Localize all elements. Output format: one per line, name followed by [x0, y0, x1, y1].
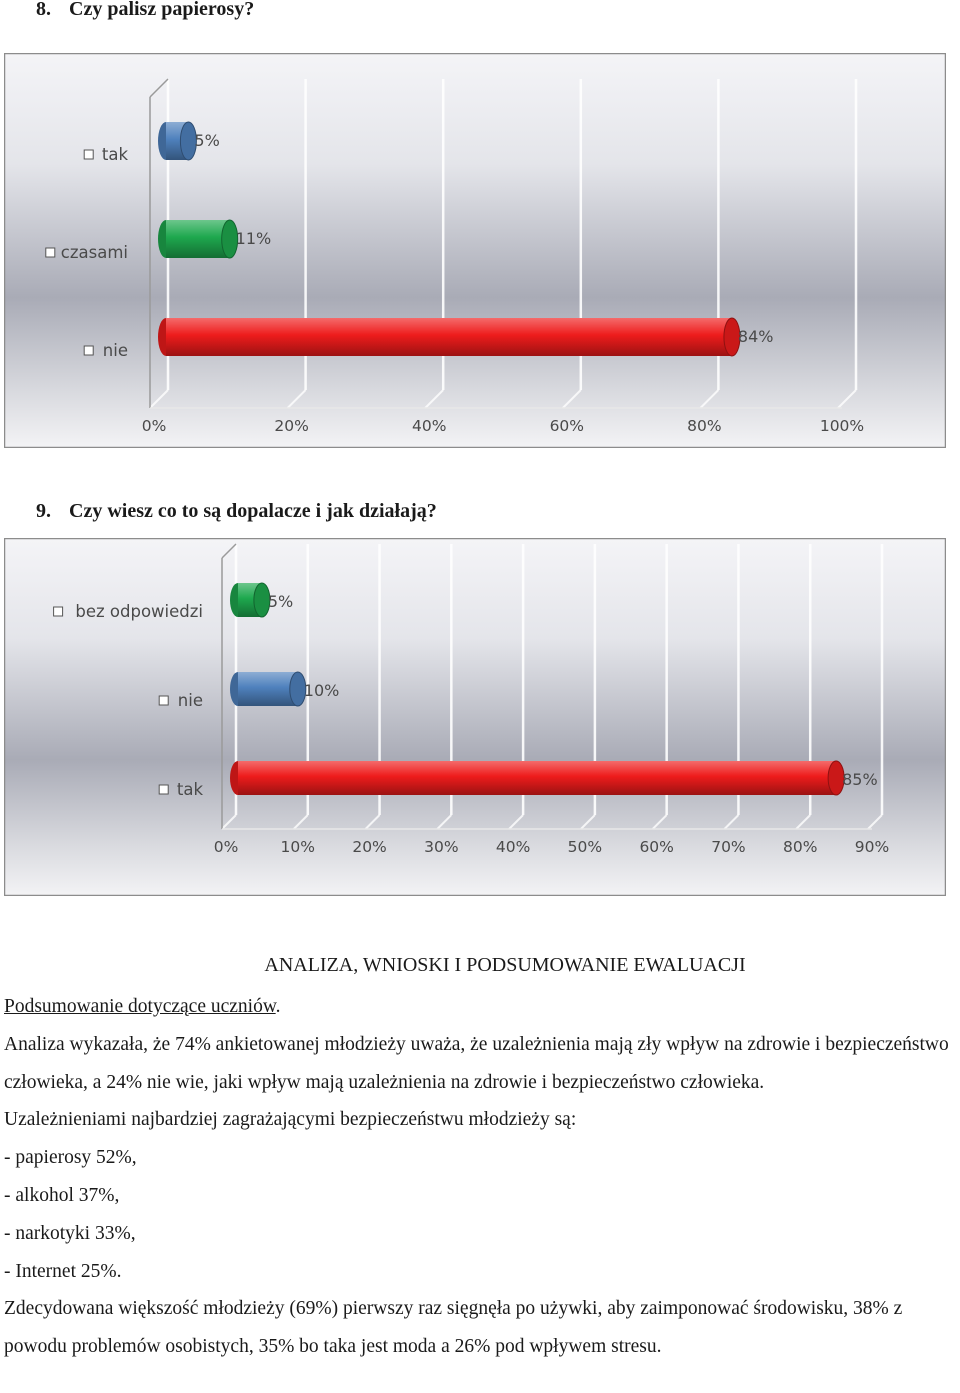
question-8-heading: [36, 0, 254, 21]
category-label-text: nie: [177, 691, 203, 710]
category-marker: [54, 607, 63, 616]
x-tick-label: 70%: [711, 838, 746, 856]
x-tick-label: 40%: [411, 417, 447, 435]
x-tick-label: 30%: [424, 838, 459, 856]
question-text: Czy wiesz co to są dopalacze i jak działają?: [69, 500, 437, 522]
chart-smoking: [4, 53, 946, 448]
category-marker: [84, 150, 93, 159]
category-label-text: nie: [102, 341, 128, 360]
question-number: 9.: [36, 500, 51, 522]
x-tick-label: 10%: [280, 838, 316, 856]
category-marker: [159, 785, 168, 794]
summary-title: ANALIZA, WNIOSKI I PODSUMOWANIE EWALUACJI: [264, 954, 746, 976]
x-tick-label: 40%: [495, 838, 531, 856]
x-tick-label: 60%: [549, 417, 585, 435]
chart-legal-highs-svg: [4, 538, 946, 896]
summary-subtitle: [4, 988, 956, 1026]
data-label: 85%: [842, 770, 878, 789]
category-marker: [46, 248, 55, 257]
question-text: Czy palisz papierosy?: [69, 0, 255, 20]
summary-list-item: - alkohol 37%,: [4, 1184, 120, 1206]
x-tick-label: 60%: [639, 838, 674, 856]
x-tick-label: 80%: [782, 838, 818, 856]
summary-text: [4, 988, 956, 1366]
bar: [166, 220, 230, 258]
x-tick-label: 20%: [352, 838, 387, 856]
data-label: 11%: [235, 229, 272, 248]
summary-paragraph-1: Analiza wykazała, że 74% ankietowanej młodzieży uważa, że uzależnienia mają zły wpływ na zdrowie i bezpieczeństwo człowieka, a 24% nie wie, jaki wpływ mają uzależnienia na zdrowie i bezpieczeństwo człowieka.: [4, 1033, 949, 1093]
category-label-text: bez odpowiedzi: [75, 602, 203, 621]
category-label-text: tak: [176, 780, 203, 799]
chart-smoking-svg: [4, 53, 946, 448]
category-label-text: tak: [101, 145, 128, 164]
category-marker: [159, 696, 168, 705]
category-label: [54, 602, 203, 621]
summary-paragraph-2: Zdecydowana większość młodzieży (69%) pierwszy raz sięgnęła po używki, aby zaimponować środowisku, 38% z powodu problemów osobistych, 35% bo taka jest moda a 26% pod wpływem stresu.: [4, 1298, 903, 1358]
category-label-text: czasami: [60, 243, 128, 262]
bar: [166, 318, 732, 356]
data-label: 5%: [194, 131, 220, 150]
data-label: 84%: [737, 327, 774, 346]
x-tick-label: 0%: [141, 417, 167, 435]
chart-background: [5, 54, 946, 448]
summary-list-item: - papierosy 52%,: [4, 1147, 137, 1169]
bar: [238, 761, 836, 795]
x-tick-label: 100%: [819, 417, 865, 435]
data-label: 5%: [267, 592, 294, 611]
summary-list-item: - narkotyki 33%,: [4, 1222, 136, 1244]
x-tick-label: 0%: [213, 838, 239, 856]
x-tick-label: 50%: [567, 838, 603, 856]
category-marker: [84, 346, 93, 355]
x-tick-label: 80%: [687, 417, 722, 435]
summary-list-intro: Uzależnieniami najbardziej zagrażającymi bezpieczeństwu młodzieży są:: [4, 1109, 577, 1131]
summary-list-item: - Internet 25%.: [4, 1260, 122, 1282]
question-number: 8.: [36, 0, 51, 20]
summary-subtitle-text: Podsumowanie dotyczące uczniów: [4, 996, 276, 1017]
bar: [238, 672, 298, 706]
summary-subtitle-end: .: [275, 996, 281, 1017]
x-tick-label: 20%: [274, 417, 309, 435]
x-tick-label: 90%: [854, 838, 890, 856]
chart-legal-highs: [4, 538, 946, 896]
question-9-heading: [36, 500, 437, 523]
data-label: 10%: [303, 681, 340, 700]
